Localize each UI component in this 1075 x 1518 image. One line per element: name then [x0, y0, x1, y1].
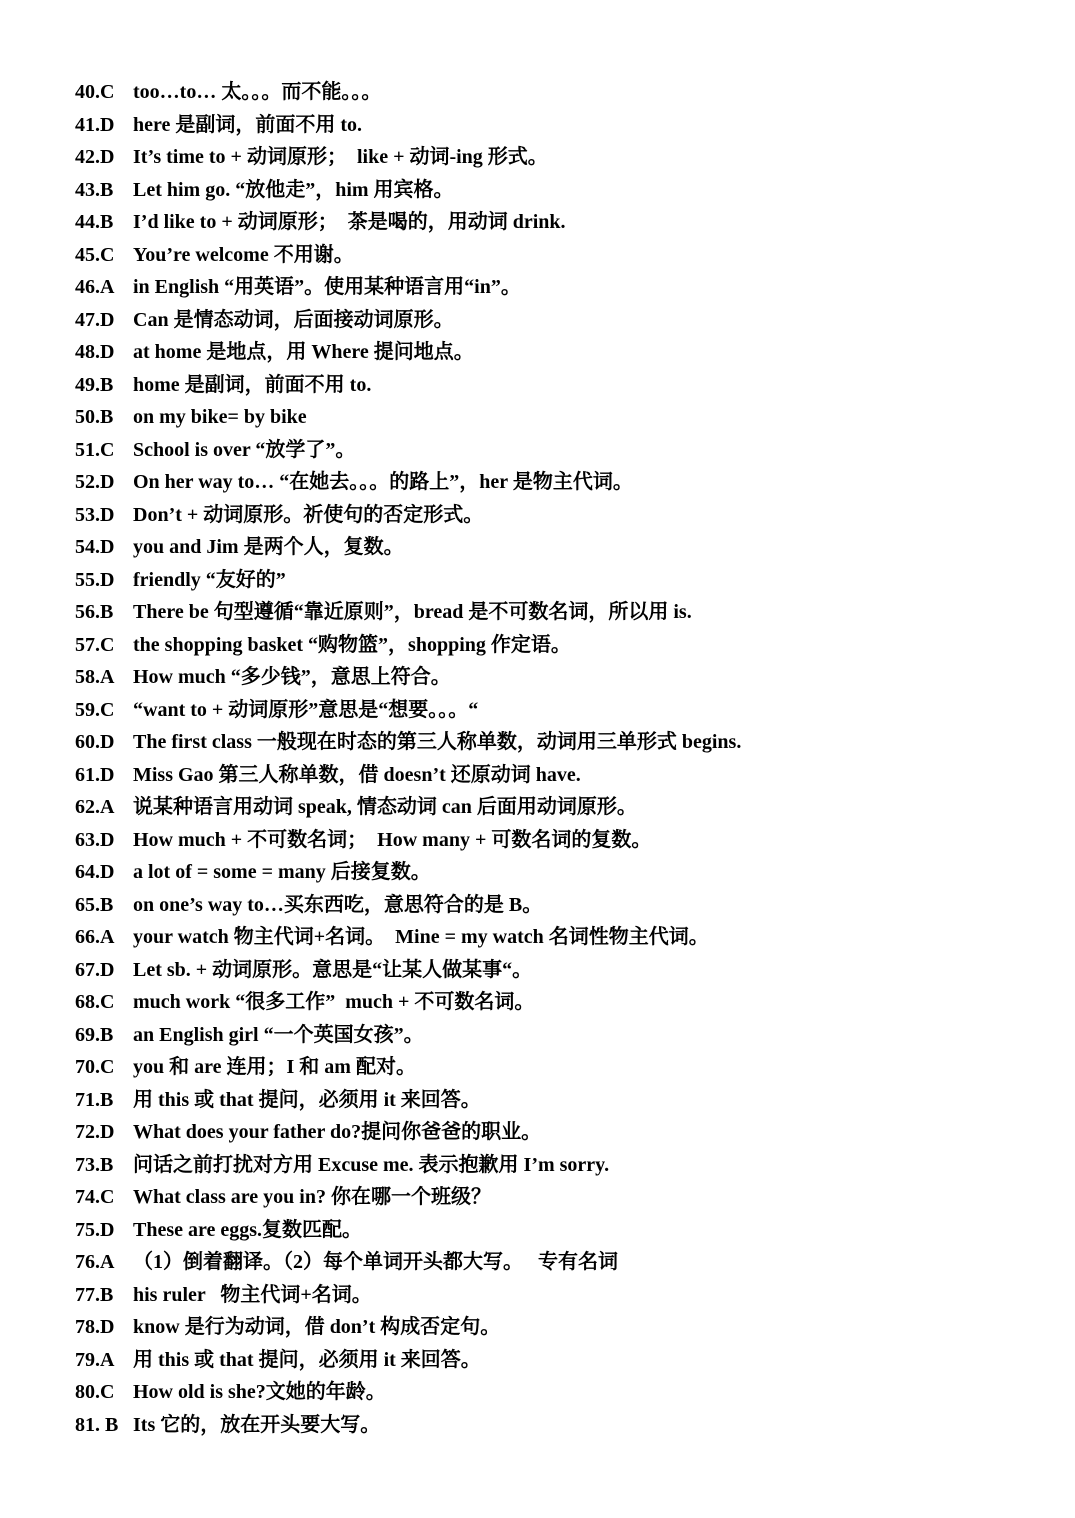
answer-item [75, 1084, 1035, 1117]
answer-explanation: know 是行为动词，借 don’t 构成否定句。 [133, 1316, 501, 1338]
answer-item [75, 499, 1035, 532]
answer-number: 68.C [75, 991, 115, 1013]
answer-list [75, 76, 1035, 1441]
answer-item [75, 661, 1035, 694]
answer-number: 40.C [75, 81, 115, 103]
answer-number: 77.B [75, 1283, 114, 1306]
answer-number: 63.D [75, 828, 115, 851]
answer-number: 58.A [75, 666, 115, 688]
answer-number: 80.C [75, 1381, 115, 1403]
answer-item [75, 1051, 1035, 1084]
answer-explanation: here 是副词，前面不用 to. [133, 113, 363, 136]
answer-number: 60.D [75, 731, 115, 753]
answer-item [75, 921, 1035, 954]
answer-number: 64.D [75, 861, 115, 883]
answer-explanation: a lot of = some = many 后接复数。 [133, 861, 431, 883]
answer-explanation: Its 它的，放在开头要大写。 [133, 1413, 381, 1436]
answer-explanation: On her way to… “在她去。。。的路上”，her 是物主代词。 [133, 471, 633, 493]
answer-number: 46.A [75, 276, 115, 298]
answer-explanation: “want to + 动词原形”意思是“想要。。。“ [133, 698, 479, 721]
answer-explanation: You’re welcome 不用谢。 [133, 243, 354, 266]
answer-explanation: What does your father do?提问你爸爸的职业。 [133, 1121, 542, 1143]
answer-number: 69.B [75, 1023, 114, 1046]
answer-explanation: （1）倒着翻译。（2）每个单词开头都大写。 专有名词 [133, 1251, 618, 1273]
answer-number: 61.D [75, 763, 115, 786]
answer-explanation: Let sb. + 动词原形。意思是“让某人做某事“。 [133, 958, 533, 981]
answer-number: 53.D [75, 503, 115, 526]
answer-item [75, 401, 1035, 434]
answer-explanation: on my bike= by bike [133, 406, 307, 428]
answer-item [75, 694, 1035, 727]
answer-item [75, 1376, 1035, 1409]
answer-item [75, 889, 1035, 922]
answer-explanation: Don’t + 动词原形。祈使句的否定形式。 [133, 503, 484, 526]
answer-item [75, 1214, 1035, 1247]
answer-item [75, 726, 1035, 759]
answer-item [75, 1116, 1035, 1149]
answer-explanation: 说某种语言用动词 speak, 情态动词 can 后面用动词原形。 [133, 796, 637, 818]
answer-item [75, 304, 1035, 337]
answer-explanation: Can 是情态动词，后面接动词原形。 [133, 308, 454, 331]
answer-number: 52.D [75, 471, 115, 493]
answer-explanation: the shopping basket “购物篮”，shopping 作定语。 [133, 633, 571, 656]
answer-item [75, 466, 1035, 499]
answer-number: 47.D [75, 308, 115, 331]
answer-item [75, 434, 1035, 467]
answer-number: 76.A [75, 1251, 115, 1273]
answer-item [75, 531, 1035, 564]
answer-item [75, 239, 1035, 272]
answer-number: 71.B [75, 1088, 114, 1111]
answer-explanation: friendly “友好的” [133, 568, 286, 591]
answer-explanation: 问话之前打扰对方用 Excuse me. 表示抱歉用 I’m sorry. [133, 1153, 610, 1176]
answer-item [75, 141, 1035, 174]
answer-item [75, 1311, 1035, 1344]
answer-number: 74.C [75, 1186, 115, 1208]
answer-explanation: at home 是地点，用 Where 提问地点。 [133, 341, 474, 363]
answer-item [75, 336, 1035, 369]
answer-item [75, 174, 1035, 207]
answer-item [75, 109, 1035, 142]
answer-explanation: your watch 物主代词+名词。 Mine = my watch 名词性物主代词。 [133, 926, 709, 948]
answer-item [75, 824, 1035, 857]
answer-number: 48.D [75, 341, 115, 363]
answer-explanation: his ruler 物主代词+名词。 [133, 1283, 372, 1306]
answer-number: 43.B [75, 178, 114, 201]
answer-item [75, 791, 1035, 824]
answer-number: 73.B [75, 1153, 114, 1176]
answer-explanation: you and Jim 是两个人，复数。 [133, 536, 404, 558]
answer-number: 78.D [75, 1316, 115, 1338]
answer-explanation: How much + 不可数名词； How many + 可数名词的复数。 [133, 828, 652, 851]
answer-number: 75.D [75, 1218, 115, 1241]
answer-item [75, 1344, 1035, 1377]
answer-number: 59.C [75, 698, 115, 721]
answer-number: 55.D [75, 568, 115, 591]
answer-number: 66.A [75, 926, 115, 948]
answer-number: 62.A [75, 796, 115, 818]
answer-explanation: you 和 are 连用；I 和 am 配对。 [133, 1056, 416, 1078]
answer-number: 65.B [75, 893, 114, 916]
answer-number: 50.B [75, 406, 114, 428]
answer-explanation: It’s time to + 动词原形； like + 动词-ing 形式。 [133, 146, 548, 168]
answer-explanation: What class are you in? 你在哪一个班级？ [133, 1186, 491, 1208]
answer-item [75, 1279, 1035, 1312]
answer-item [75, 1149, 1035, 1182]
answer-item [75, 954, 1035, 987]
answer-number: 72.D [75, 1121, 115, 1143]
answer-item [75, 1246, 1035, 1279]
answer-number: 67.D [75, 958, 115, 981]
answer-number: 49.B [75, 373, 114, 396]
answer-item [75, 1181, 1035, 1214]
answer-explanation: 用 this 或 that 提问，必须用 it 来回答。 [133, 1348, 481, 1371]
answer-item [75, 629, 1035, 662]
answer-explanation: too…to… 太。。。而不能。。。 [133, 81, 382, 103]
answer-explanation: in English “用英语”。使用某种语言用“in”。 [133, 276, 521, 298]
answer-item [75, 856, 1035, 889]
answer-number: 79.A [75, 1348, 115, 1371]
answer-explanation: I’d like to + 动词原形； 茶是喝的，用动词 drink. [133, 211, 566, 233]
answer-number: 57.C [75, 633, 115, 656]
answer-explanation: 用 this 或 that 提问，必须用 it 来回答。 [133, 1088, 481, 1111]
answer-explanation: much work “很多工作” much + 不可数名词。 [133, 991, 535, 1013]
answer-explanation: How much “多少钱”，意思上符合。 [133, 666, 451, 688]
answer-item [75, 759, 1035, 792]
answer-explanation: an English girl “一个英国女孩”。 [133, 1023, 424, 1046]
answer-number: 41.D [75, 113, 115, 136]
answer-item [75, 206, 1035, 239]
answer-item [75, 986, 1035, 1019]
answer-number: 42.D [75, 146, 115, 168]
answer-number: 81. B [75, 1413, 119, 1436]
answer-number: 56.B [75, 601, 114, 623]
answer-item [75, 564, 1035, 597]
answer-item [75, 1409, 1035, 1442]
answer-number: 51.C [75, 438, 115, 461]
answer-explanation: These are eggs.复数匹配。 [133, 1218, 363, 1241]
answer-item [75, 369, 1035, 402]
answer-explanation: There be 句型遵循“靠近原则”，bread 是不可数名词，所以用 is. [133, 601, 692, 623]
answer-item [75, 1019, 1035, 1052]
answer-item [75, 76, 1035, 109]
answer-explanation: on one’s way to…买东西吃，意思符合的是 B。 [133, 893, 543, 916]
answer-number: 45.C [75, 243, 115, 266]
answer-number: 54.D [75, 536, 115, 558]
answer-explanation: Let him go. “放他走”，him 用宾格。 [133, 178, 454, 201]
answer-item [75, 596, 1035, 629]
answer-explanation: How old is she?文她的年龄。 [133, 1381, 386, 1403]
answer-item [75, 271, 1035, 304]
answer-explanation: Miss Gao 第三人称单数，借 doesn’t 还原动词 have. [133, 763, 581, 786]
answer-explanation: The first class 一般现在时态的第三人称单数，动词用三单形式 begins. [133, 731, 742, 753]
answer-explanation: School is over “放学了”。 [133, 438, 356, 461]
answer-number: 70.C [75, 1056, 115, 1078]
answer-explanation: home 是副词，前面不用 to. [133, 373, 372, 396]
answer-number: 44.B [75, 211, 114, 233]
